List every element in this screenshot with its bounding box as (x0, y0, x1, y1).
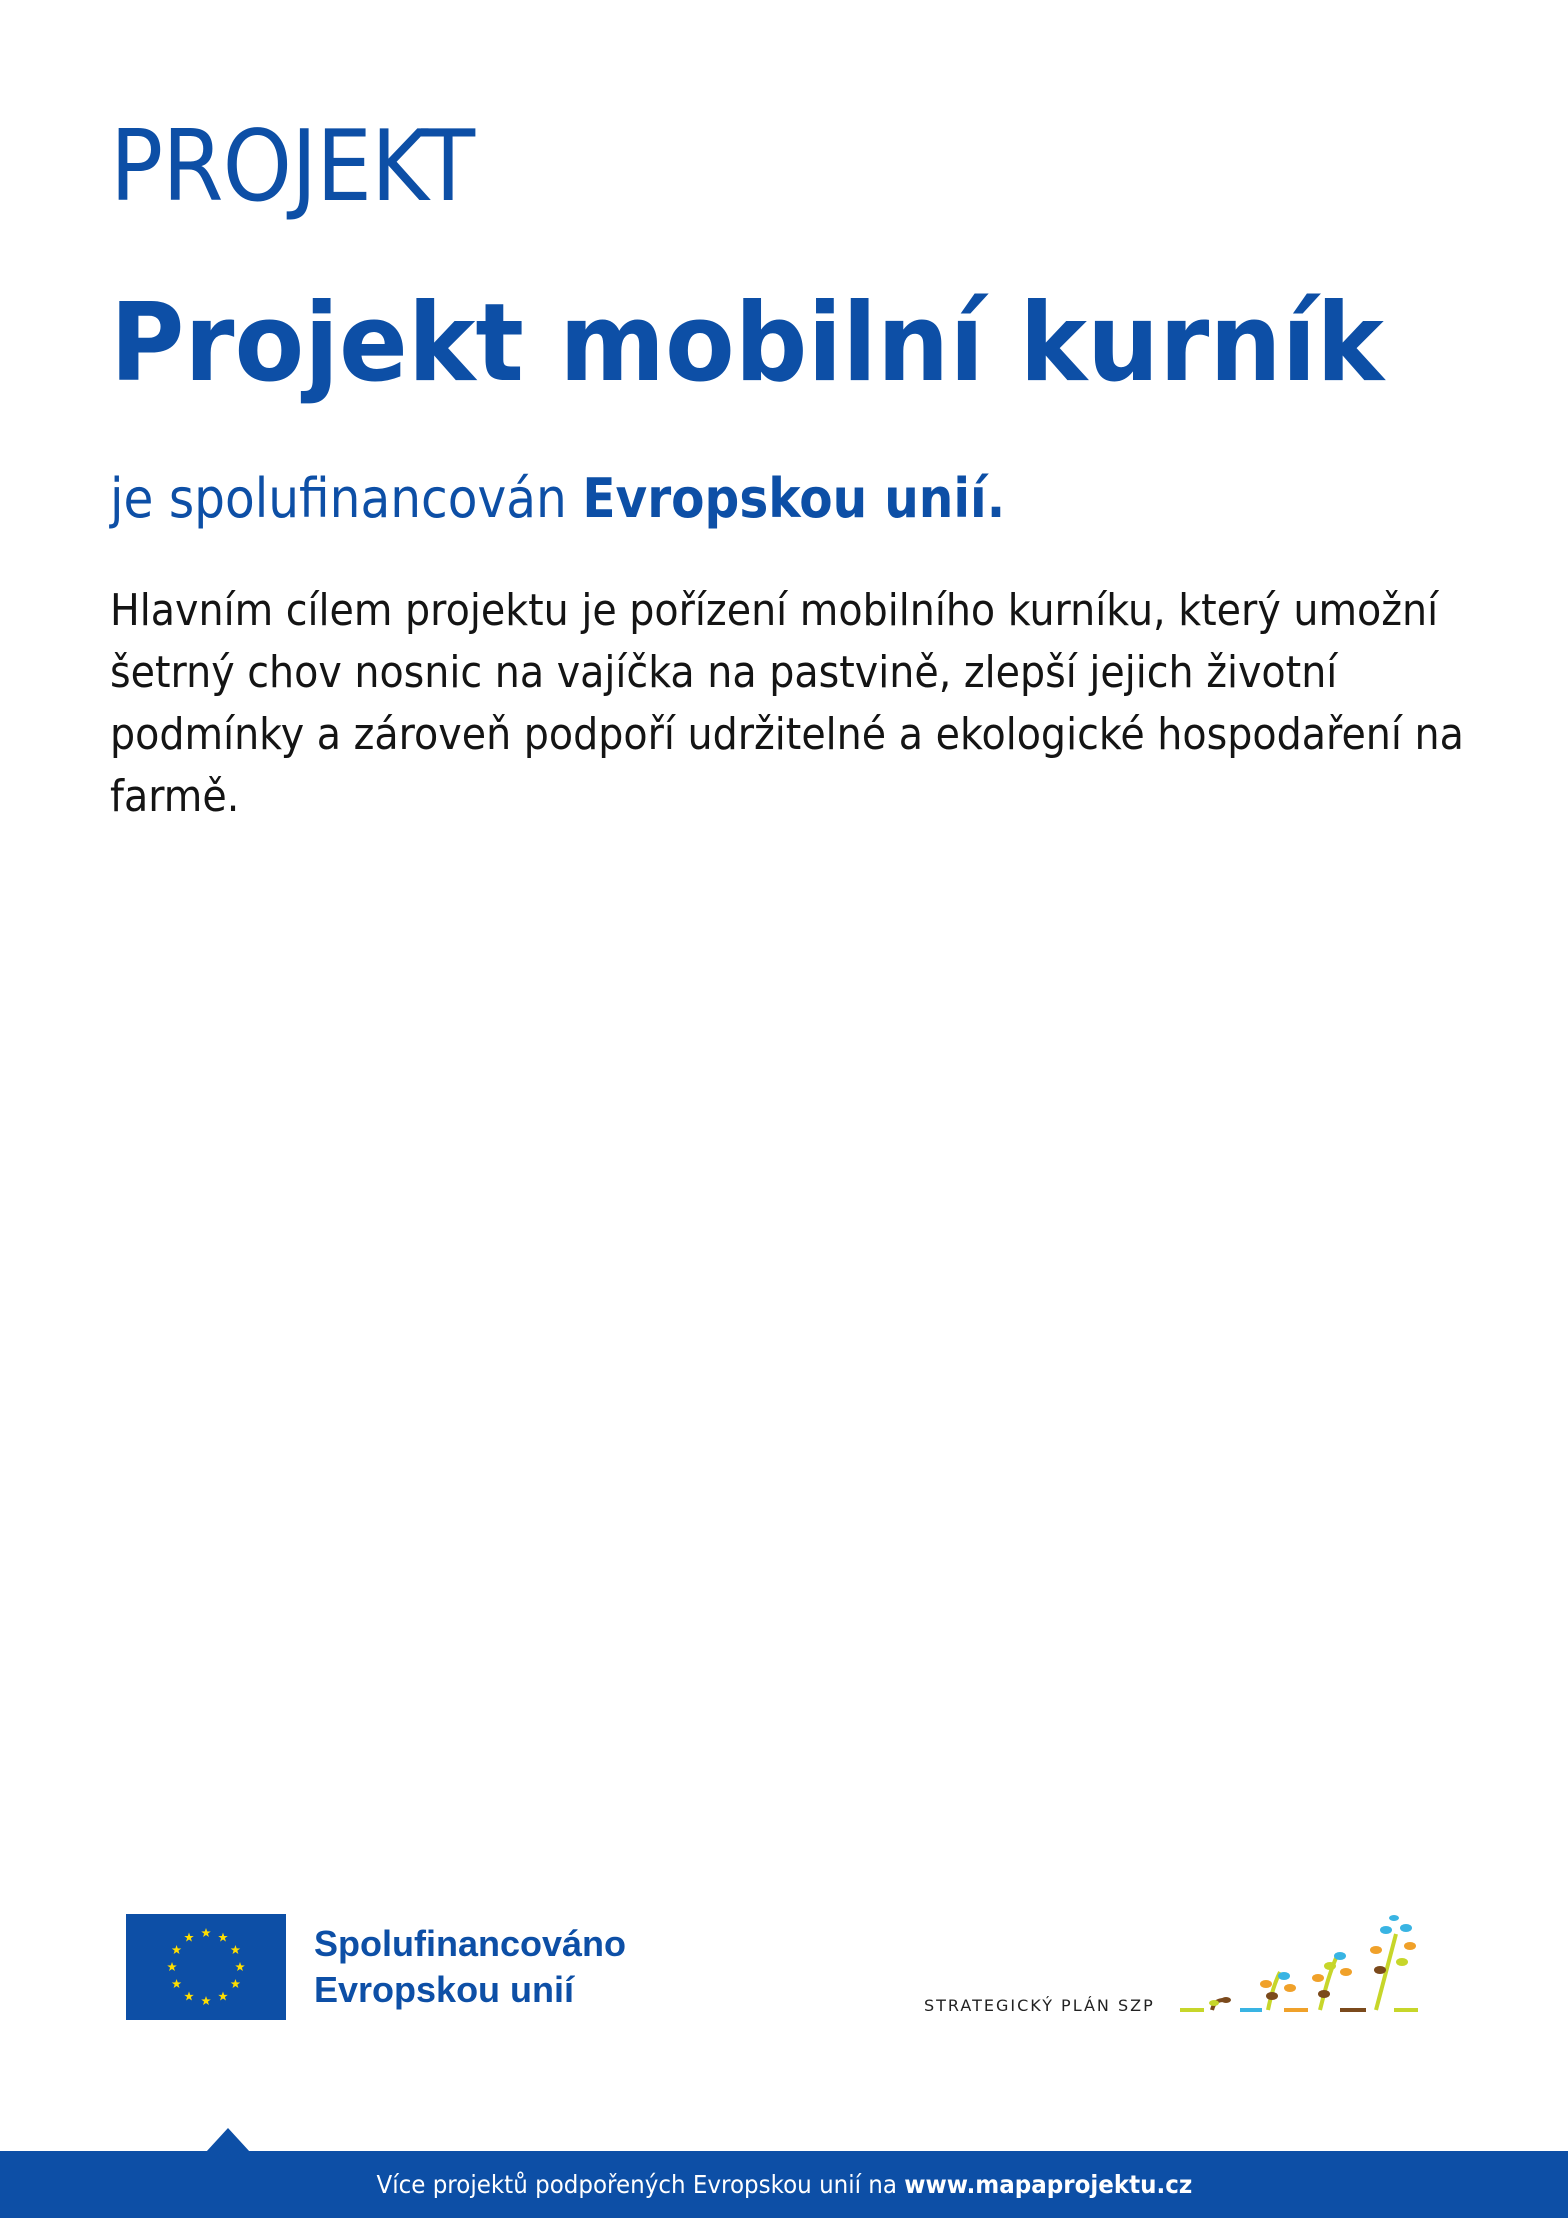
footer-text (376, 2170, 1192, 2199)
eu-logo-line-1: Spolufinancováno (314, 1923, 627, 1964)
footer-notch (206, 2128, 250, 2152)
cofinance-statement (110, 467, 1006, 530)
project-title: Projekt mobilní kurník (110, 281, 1384, 406)
footer-link[interactable]: www.mapaprojektu.cz (903, 2170, 1192, 2199)
cofinance-prefix: je spolufinancován (110, 467, 583, 530)
szp-sprouts-icon (1180, 1910, 1444, 2020)
project-label: PROJEKT (110, 110, 475, 224)
footer-prefix: Více projektů podpořených Evropskou unií na (376, 2170, 904, 2199)
eu-logo-line-2: Evropskou unií (314, 1969, 575, 2010)
eu-flag-icon (126, 1914, 286, 2020)
szp-logo (924, 1910, 1444, 2020)
eu-cofinance-logo (126, 1914, 626, 2020)
project-description: Hlavním cílem projektu je pořízení mobilního kurníku, který umožní šetrný chov nosnic na vajíčka na pastvině, zlepší jejich životní podmínky a zároveň podpoří udržitelné a ekologické hospodaření na farmě. (110, 585, 1464, 822)
eu-logo-text (314, 1921, 626, 2013)
szp-logo-text: STRATEGICKÝ PLÁN SZP (924, 1996, 1155, 2015)
footer-bar (0, 2151, 1568, 2218)
cofinance-emphasis: Evropskou unií. (582, 467, 1006, 530)
